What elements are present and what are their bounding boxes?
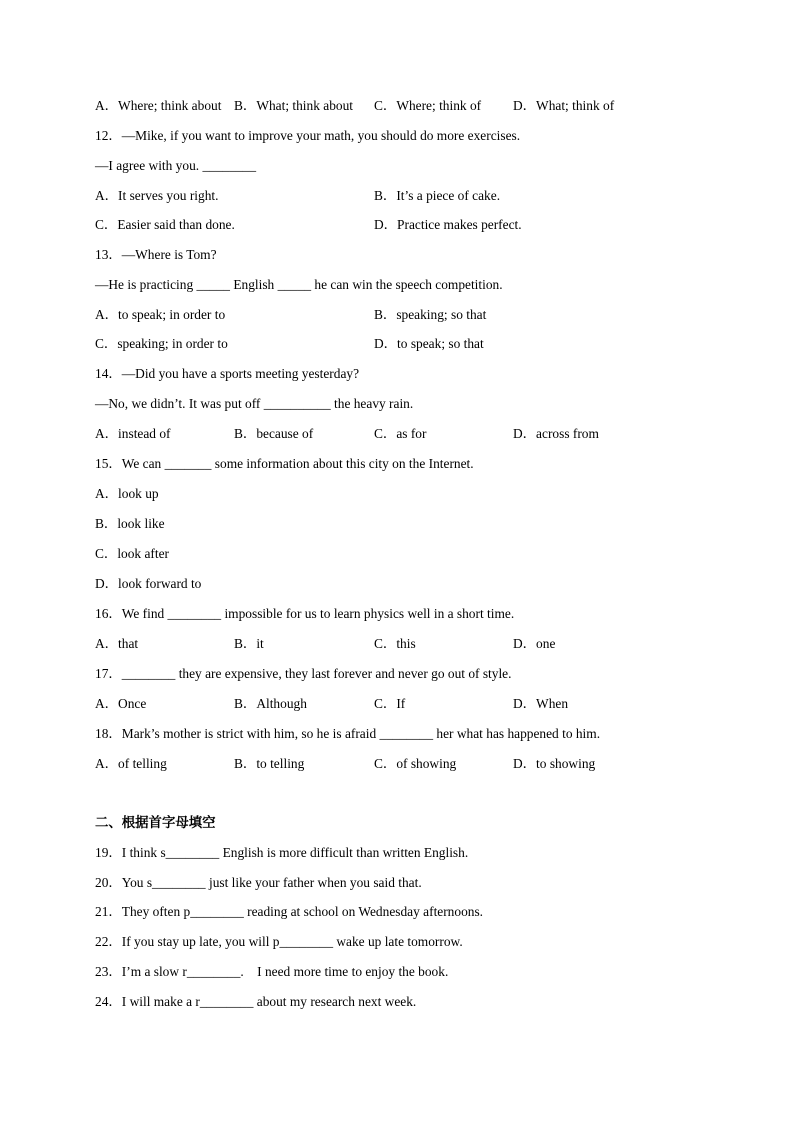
q14-reply: —No, we didn’t. It was put off __________ the heavy rain. xyxy=(95,396,414,411)
q16-option-c: C．this xyxy=(374,636,416,651)
q12-option-a: A．It serves you right. xyxy=(95,188,219,203)
q11-option-a: A．Where; think about xyxy=(95,98,222,113)
q18-option-b: B．to telling xyxy=(234,756,305,771)
q15-option-d: D．look forward to xyxy=(95,576,202,591)
q13-reply: —He is practicing _____ English _____ he can win the speech competition. xyxy=(95,277,503,292)
q12-option-d: D．Practice makes perfect. xyxy=(374,217,522,232)
q13-option-b: B．speaking; so that xyxy=(374,307,487,322)
fill-item-24: 24．I will make a r________ about my research next week. xyxy=(95,994,417,1009)
q18-option-c: C．of showing xyxy=(374,756,457,771)
q11-option-b: B．What; think about xyxy=(234,98,354,113)
q15-option-b: B．look like xyxy=(95,516,165,531)
q13-stem: 13．—Where is Tom? xyxy=(95,247,217,262)
fill-item-23: 23．I’m a slow r________. I need more time to enjoy the book. xyxy=(95,964,449,979)
q18-option-a: A．of telling xyxy=(95,756,167,771)
q16-option-b: B．it xyxy=(234,636,264,651)
q12-stem: 12．—Mike, if you want to improve your math, you should do more exercises. xyxy=(95,128,521,143)
fill-item-20: 20．You s________ just like your father when you said that. xyxy=(95,875,422,890)
q13-option-d: D．to speak; so that xyxy=(374,336,484,351)
q18-option-d: D．to showing xyxy=(513,756,596,771)
q18-stem: 18．Mark’s mother is strict with him, so he is afraid ________ her what has happened to him. xyxy=(95,726,601,741)
q15-option-a: A．look up xyxy=(95,486,159,501)
q12-option-b: B．It’s a piece of cake. xyxy=(374,188,501,203)
q15-stem: 15．We can _______ some information about this city on the Internet. xyxy=(95,456,474,471)
fill-item-19: 19．I think s________ English is more difficult than written English. xyxy=(95,845,469,860)
q13-option-c: C．speaking; in order to xyxy=(95,336,228,351)
q12-option-c: C．Easier said than done. xyxy=(95,217,235,232)
q14-option-b: B．because of xyxy=(234,426,314,441)
fill-item-22: 22．If you stay up late, you will p________ wake up late tomorrow. xyxy=(95,934,463,949)
section-heading: 二、根据首字母填空 xyxy=(95,816,216,831)
q14-option-a: A．instead of xyxy=(95,426,171,441)
fill-item-21: 21．They often p________ reading at school on Wednesday afternoons. xyxy=(95,904,484,919)
q16-option-a: A．that xyxy=(95,636,139,651)
q17-option-c: C．If xyxy=(374,696,406,711)
q14-option-d: D．across from xyxy=(513,426,599,441)
q17-option-b: B．Although xyxy=(234,696,307,711)
q17-stem: 17．________ they are expensive, they last forever and never go out of style. xyxy=(95,666,512,681)
q15-option-c: C．look after xyxy=(95,546,170,561)
q14-option-c: C．as for xyxy=(374,426,427,441)
q16-stem: 16．We find ________ impossible for us to learn physics well in a short time. xyxy=(95,606,515,621)
q17-option-a: A．Once xyxy=(95,696,147,711)
q17-option-d: D．When xyxy=(513,696,569,711)
q14-stem: 14．—Did you have a sports meeting yesterday? xyxy=(95,366,360,381)
q11-option-d: D．What; think of xyxy=(513,98,615,113)
q16-option-d: D．one xyxy=(513,636,556,651)
q13-option-a: A．to speak; in order to xyxy=(95,307,226,322)
q11-option-c: C．Where; think of xyxy=(374,98,482,113)
q12-reply: —I agree with you. ________ xyxy=(95,158,257,173)
